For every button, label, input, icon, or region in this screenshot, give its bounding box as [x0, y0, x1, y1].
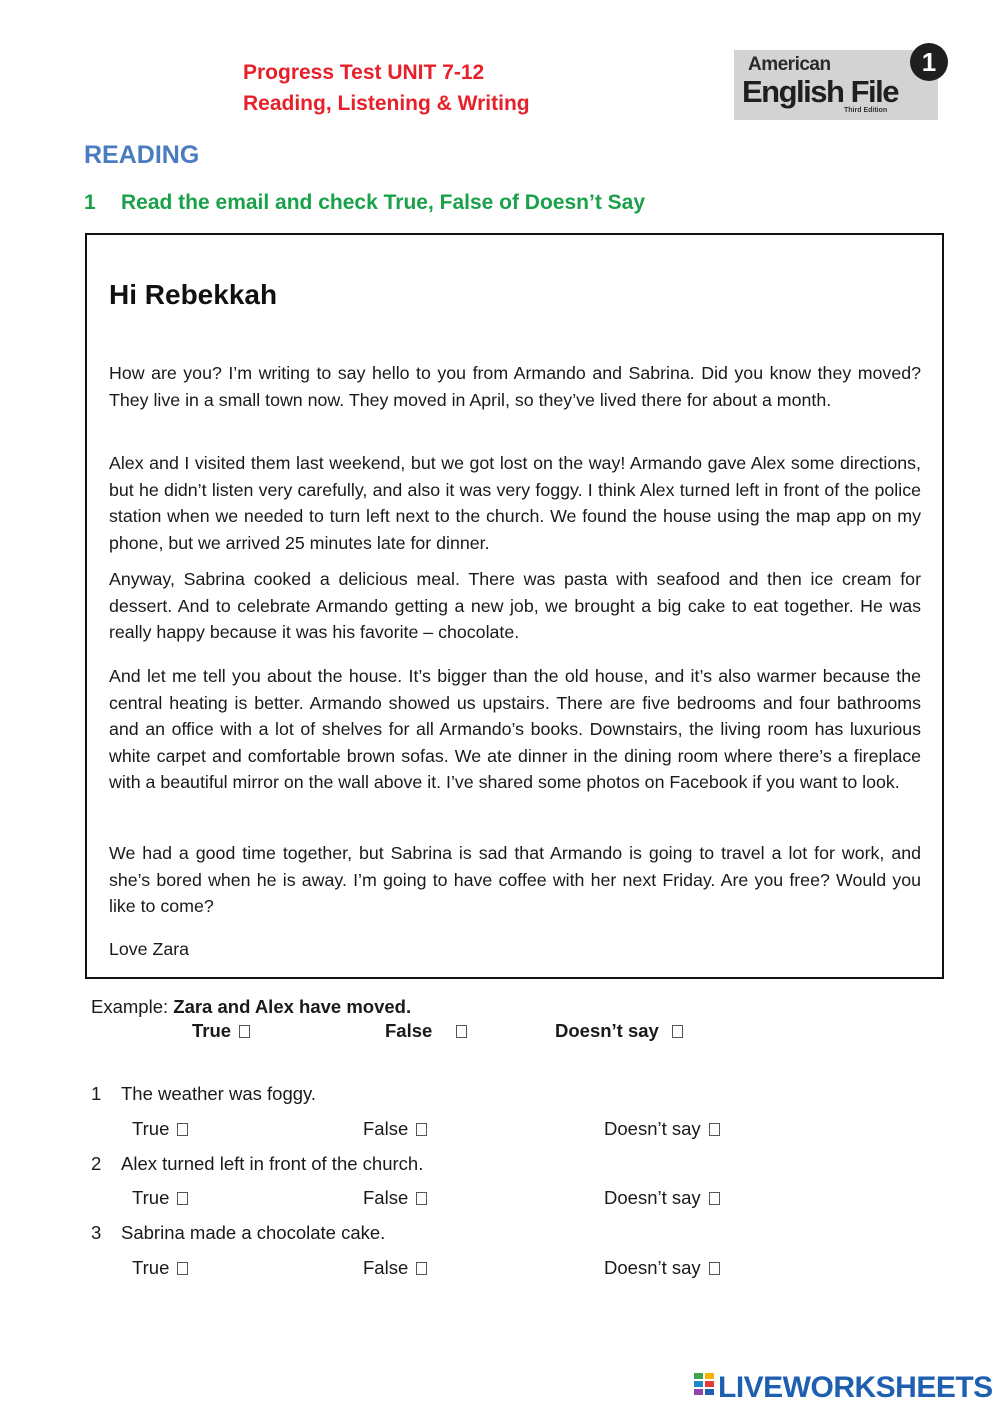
- task-number: 1: [84, 191, 96, 214]
- logo-english-file-text: English File: [742, 74, 898, 109]
- q1-option-false: [363, 1118, 427, 1140]
- option-label: False: [363, 1257, 409, 1278]
- email-paragraph-4: And let me tell you about the house. It’s bigger than the old house, and it’s also warmer because the central heating is better. Armando showed us upstairs. There are five bedrooms and four bathrooms and an office with a lot of shelves for all Armando’s books. Downstairs, the living room has luxurious white carpet and comfortable brown sofas. We ate dinner in the dining room where there’s a fireplace with a beautiful mirror on the wall above it. I’ve shared some photos on Facebook if you want to look.: [109, 666, 921, 793]
- email-signoff: Love Zara: [109, 939, 190, 959]
- liveworksheets-brand-text: LIVEWORKSHEETS: [718, 1371, 993, 1404]
- q2-option-false: [363, 1187, 427, 1209]
- example-option-label: False: [385, 1020, 433, 1041]
- logo-level-badge: 1: [910, 43, 948, 81]
- checkbox[interactable]: [456, 1025, 467, 1038]
- liveworksheets-brand[interactable]: [693, 1371, 993, 1405]
- logo-american-text: American: [748, 54, 831, 75]
- question-number: 1: [91, 1083, 102, 1104]
- question-2: [91, 1153, 423, 1175]
- email-paragraph-3: Anyway, Sabrina cooked a delicious meal. There was pasta with seafood and then ice cream for dessert. And to celebrate Armando getting a new job, we brought a big cake to eat together. He was really happy because it was his favorite – chocolate.: [109, 569, 921, 643]
- example-statement: Zara and Alex have moved.: [173, 996, 412, 1017]
- example-option-false: [385, 1020, 467, 1042]
- email-paragraph-5: We had a good time together, but Sabrina is sad that Armando is going to travel a lot for work, and she’s bored when he is away. I’m going to have coffee with her next Friday. Are you free? Would you like to come?: [109, 843, 921, 917]
- question-text: Sabrina made a chocolate cake.: [121, 1222, 386, 1243]
- american-english-file-logo: [734, 47, 938, 120]
- option-label: True: [132, 1118, 170, 1139]
- checkbox[interactable]: [709, 1123, 720, 1136]
- logo-edition-text: Third Edition: [844, 107, 888, 114]
- question-number: 3: [91, 1222, 102, 1243]
- q2-option-true: [132, 1187, 188, 1209]
- checkbox[interactable]: [709, 1192, 720, 1205]
- q1-option-true: [132, 1118, 188, 1140]
- email-paragraph-2: Alex and I visited them last weekend, but we got lost on the way! Armando gave Alex some directions, but he didn’t listen very carefully, and also it was very foggy. I think Alex turned left in front of the police station when we needed to turn left next to the church. We found the house using the map app on my phone, but we arrived 25 minutes late for dinner.: [109, 453, 921, 553]
- q3-option-true: [132, 1257, 188, 1279]
- question-text: Alex turned left in front of the church.: [121, 1153, 424, 1174]
- example-option-doesnt-say: [555, 1020, 683, 1042]
- section-heading: READING: [84, 141, 200, 169]
- test-title: Progress Test UNIT 7-12: [243, 61, 485, 84]
- task-text: Read the email and check True, False of Doesn’t Say: [121, 191, 646, 214]
- q3-option-doesnt-say: [604, 1257, 720, 1279]
- option-label: True: [132, 1187, 170, 1208]
- example-option-label: Doesn’t say: [555, 1020, 659, 1041]
- task-instruction: [84, 191, 645, 215]
- email-box: [85, 233, 944, 979]
- checkbox[interactable]: [177, 1192, 188, 1205]
- email-greeting: Hi Rebekkah: [109, 279, 278, 310]
- checkbox[interactable]: [416, 1262, 427, 1275]
- email-paragraph-1: How are you? I’m writing to say hello to you from Armando and Sabrina. Did you know they moved? They live in a small town now. They moved in April, so they’ve lived there for about a month.: [109, 363, 921, 410]
- option-label: False: [363, 1118, 409, 1139]
- test-subtitle: Reading, Listening & Writing: [243, 92, 530, 115]
- checkbox[interactable]: [709, 1262, 720, 1275]
- option-label: True: [132, 1257, 170, 1278]
- option-label: False: [363, 1187, 409, 1208]
- liveworksheets-logo-icon: [693, 1371, 715, 1401]
- option-label: Doesn’t say: [604, 1187, 701, 1208]
- example-label: Example:: [91, 996, 169, 1017]
- question-3: [91, 1222, 385, 1244]
- option-label: Doesn’t say: [604, 1257, 701, 1278]
- checkbox[interactable]: [177, 1123, 188, 1136]
- question-text: The weather was foggy.: [121, 1083, 317, 1104]
- checkbox[interactable]: [416, 1123, 427, 1136]
- q2-option-doesnt-say: [604, 1187, 720, 1209]
- option-label: Doesn’t say: [604, 1118, 701, 1139]
- question-number: 2: [91, 1153, 102, 1174]
- checkbox[interactable]: [672, 1025, 683, 1038]
- q1-option-doesnt-say: [604, 1118, 720, 1140]
- checkbox[interactable]: [239, 1025, 250, 1038]
- q3-option-false: [363, 1257, 427, 1279]
- question-1: [91, 1083, 316, 1105]
- checkbox[interactable]: [177, 1262, 188, 1275]
- example-line: [91, 996, 411, 1018]
- example-option-label: True: [192, 1020, 232, 1041]
- checkbox[interactable]: [416, 1192, 427, 1205]
- example-option-true: [192, 1020, 250, 1042]
